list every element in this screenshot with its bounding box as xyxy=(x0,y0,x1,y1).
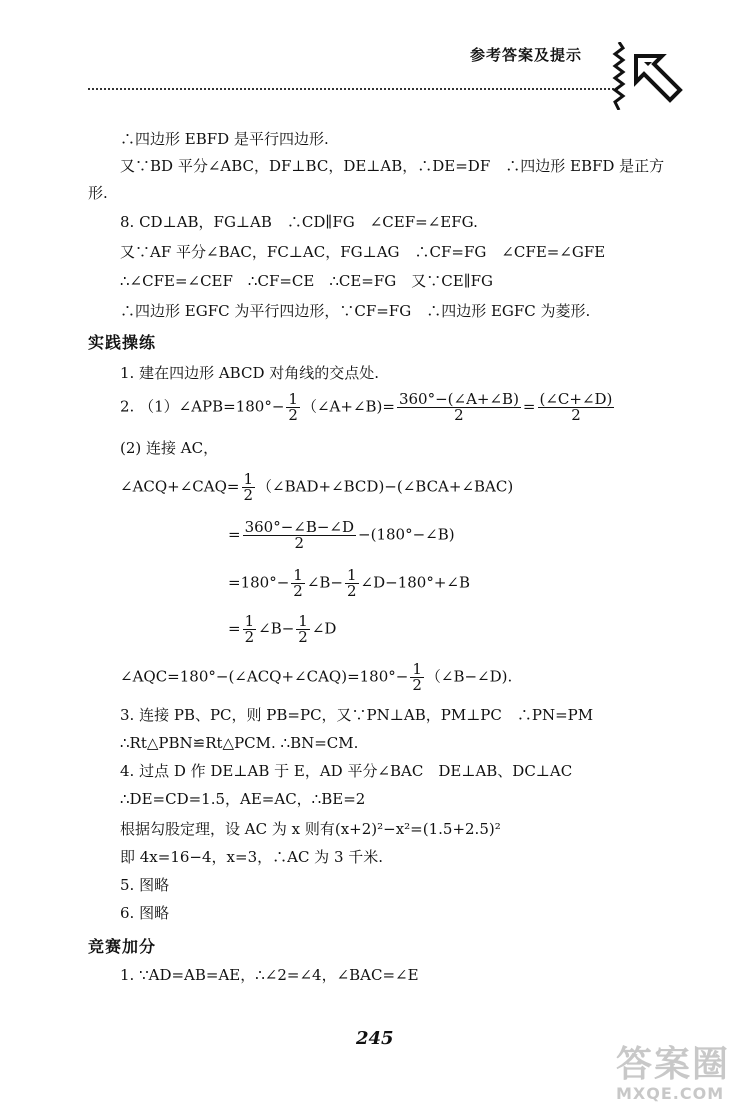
answer-line: 3. 连接 PB、PC，则 PB=PC，又∵PN⊥AB，PM⊥PC ∴PN=PM xyxy=(120,706,594,724)
answer-line: ∴∠CFE=∠CEF ∴CF=CE ∴CE=FG 又∵CE∥FG xyxy=(120,272,494,290)
header-dotted-rule xyxy=(88,88,618,90)
answer-line: ∴四边形 EBFD 是平行四边形. xyxy=(120,130,329,148)
answer-line: ∠ACQ+∠CAQ= $\frac{1}{2}$ （∠BAD+∠BCD)−(∠BCA+∠BAC) xyxy=(120,470,514,504)
fraction: $\frac{1}{2}$ xyxy=(244,612,255,646)
fraction: $\frac{1}{2}$ xyxy=(243,470,254,504)
header-title: 参考答案及提示 xyxy=(470,46,583,64)
answer-line: 8. CD⊥AB，FG⊥AB ∴CD∥FG ∠CEF=∠EFG. xyxy=(120,213,478,231)
answer-line: ∴DE=CD=1.5，AE=AC，∴BE=2 xyxy=(120,790,366,808)
answer-line: 1. ∵AD=AB=AE，∴∠2=∠4，∠BAC=∠E xyxy=(120,966,419,984)
fraction: $\frac{1}{2}$ xyxy=(293,566,303,600)
fraction: $\frac{1}{2}$ xyxy=(412,660,422,694)
answer-line: ∴四边形 EGFC 为平行四边形，∵CF=FG ∴四边形 EGFC 为菱形. xyxy=(120,302,591,320)
answer-line: 又∵BD 平分∠ABC，DF⊥BC，DE⊥AB，∴DE=DF ∴四边形 EBFD 是正方 xyxy=(120,157,665,175)
answer-line: 1. 建在四边形 ABCD 对角线的交点处. xyxy=(120,364,380,382)
zigzag-ornament-icon xyxy=(612,42,626,110)
answer-line: 又∵AF 平分∠BAC，FC⊥AC，FG⊥AG ∴CF=FG ∠CFE=∠GFE xyxy=(120,243,606,261)
answer-line: 4. 过点 D 作 DE⊥AB 于 E，AD 平分∠BAC DE⊥AB、DC⊥AC xyxy=(120,762,573,780)
answer-line: ∴Rt△PBN≌Rt△PCM. ∴BN=CM. xyxy=(120,734,359,752)
answer-line: 6. 图略 xyxy=(120,904,170,922)
answer-line: 2. （1）∠APB=180°− $\frac{1}{2}$ （∠A+∠B)= $\frac{360^\circ-(\angle A+\angle B)}{2}$ = $\frac{(\angle C+\angle D)}{2}$ xyxy=(120,390,613,424)
answer-line: 形. xyxy=(88,184,108,202)
fraction: $\frac{360^\circ-(\angle A+\angle B)}{2}$ xyxy=(398,390,519,424)
fraction: $\frac{1}{2}$ xyxy=(347,566,357,600)
answer-line: (2) 连接 AC， xyxy=(120,439,219,457)
watermark-url: MXQE.COM xyxy=(616,1084,725,1103)
watermark-logo-text: 答案圈 xyxy=(616,1044,731,1085)
fraction: $\frac{1}{2}$ xyxy=(298,612,308,646)
answer-line: = $\frac{1}{2}$ ∠B− $\frac{1}{2}$ ∠D xyxy=(228,612,337,646)
arrow-ornament-icon xyxy=(632,52,684,104)
fraction: $\frac{1}{2}$ xyxy=(288,390,298,424)
page-number: 245 xyxy=(356,1028,394,1049)
answer-line: ∠AQC=180°−(∠ACQ+∠CAQ)=180°− $\frac{1}{2}$ （∠B−∠D). xyxy=(120,660,513,694)
section-heading-competition: 竞赛加分 xyxy=(88,937,157,956)
answer-line: 即 4x=16−4，x=3，∴AC 为 3 千米. xyxy=(120,848,384,866)
answer-line: 根据勾股定理，设 AC 为 x 则有(x+2)²−x²=(1.5+2.5)² xyxy=(120,820,501,838)
answer-line: 5. 图略 xyxy=(120,876,170,894)
watermark xyxy=(616,1045,730,1103)
fraction: $\frac{360^\circ-\angle B-\angle D}{2}$ xyxy=(244,518,355,552)
answer-line: =180°− $\frac{1}{2}$ ∠B− $\frac{1}{2}$ ∠D−180°+∠B xyxy=(228,566,470,600)
answer-line: = $\frac{360^\circ-\angle B-\angle D}{2}$ −(180°−∠B) xyxy=(228,518,455,552)
fraction: $\frac{(\angle C+\angle D)}{2}$ xyxy=(539,390,613,424)
section-heading-practice: 实践操练 xyxy=(88,333,157,352)
